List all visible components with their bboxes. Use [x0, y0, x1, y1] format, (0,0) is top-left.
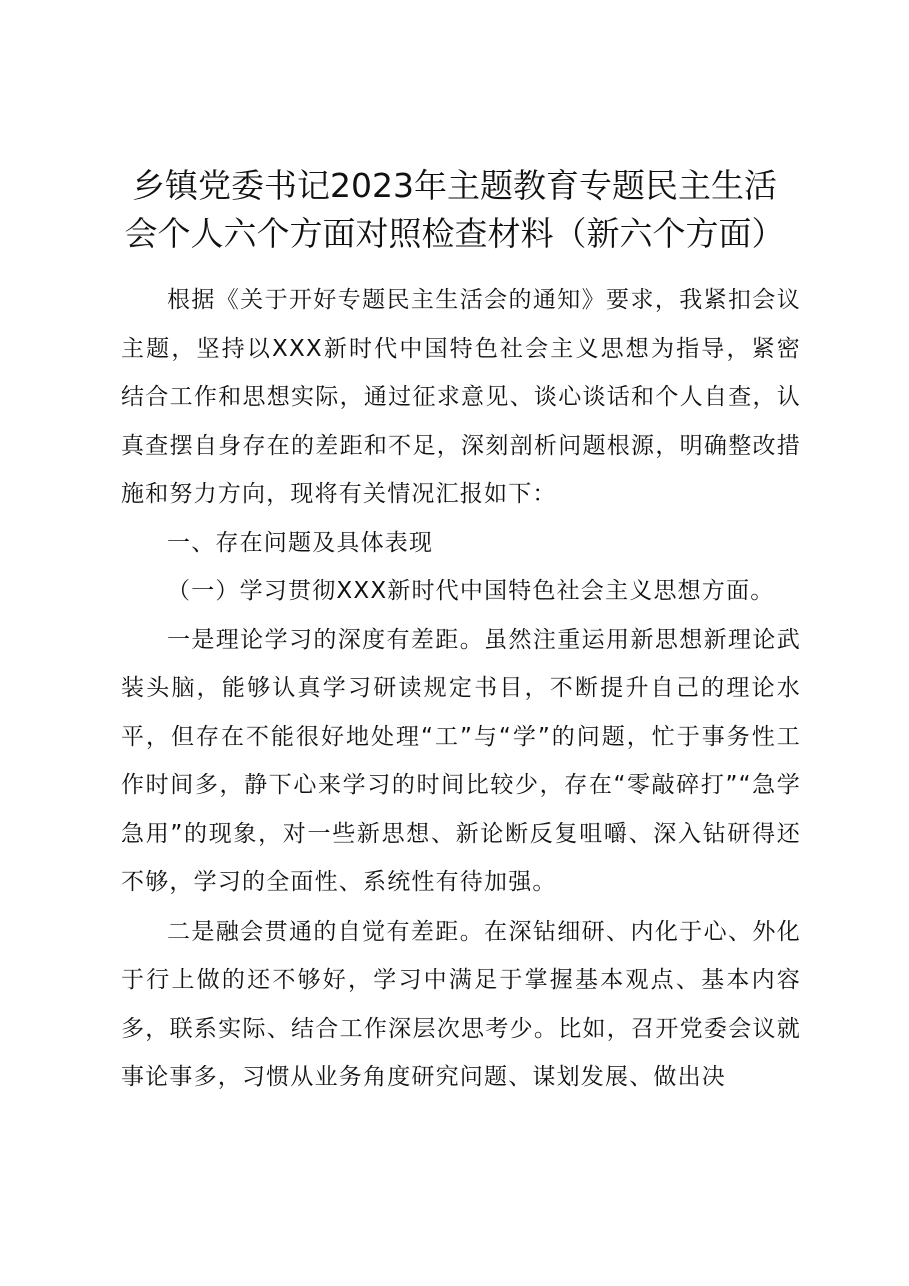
- document-title-line-1: 乡镇党委书记2023年主题教育专题民主生活: [132, 166, 777, 205]
- subsection-heading: （一）学习贯彻XXX新时代中国特色社会主义思想方面。: [167, 578, 775, 604]
- document-title-line-2: 会个人六个方面对照检查材料（新六个方面）: [124, 214, 785, 253]
- paragraph-item-1: 一是理论学习的深度有差距。虽然注重运用新思想新理论武装头脑，能够认真学习研读规定书目，不断提升自己的理论水平，但存在不能很好地处理“工”与“学”的问题，忙于事务性工作时间多，静下心来学习的时间比较少，存在“零敲碎打”“急学急用”的现象，对一些新思想、新论断反复咀嚼、深入钻研得还不够，学习的全面性、系统性有待加强。: [121, 626, 801, 895]
- paragraph-item-2: 二是融会贯通的自觉有差距。在深钻细研、内化于心、外化于行上做的还不够好，学习中满足于掌握基本观点、基本内容多，联系实际、结合工作深层次思考少。比如，召开党委会议就事论事多，习惯从业务角度研究问题、谋划发展、做出决: [121, 918, 801, 1090]
- document-body: [121, 276, 801, 1102]
- paragraph-intro: 根据《关于开好专题民主生活会的通知》要求，我紧扣会议主题，坚持以XXX新时代中国特色社会主义思想为指导，紧密结合工作和思想实际，通过征求意见、谈心谈话和个人自查，认真查摆自身存在的差距和不足，深刻剖析问题根源，明确整改措施和努力方向，现将有关情况汇报如下：: [121, 287, 801, 507]
- section-heading: 一、存在问题及具体表现: [167, 529, 434, 556]
